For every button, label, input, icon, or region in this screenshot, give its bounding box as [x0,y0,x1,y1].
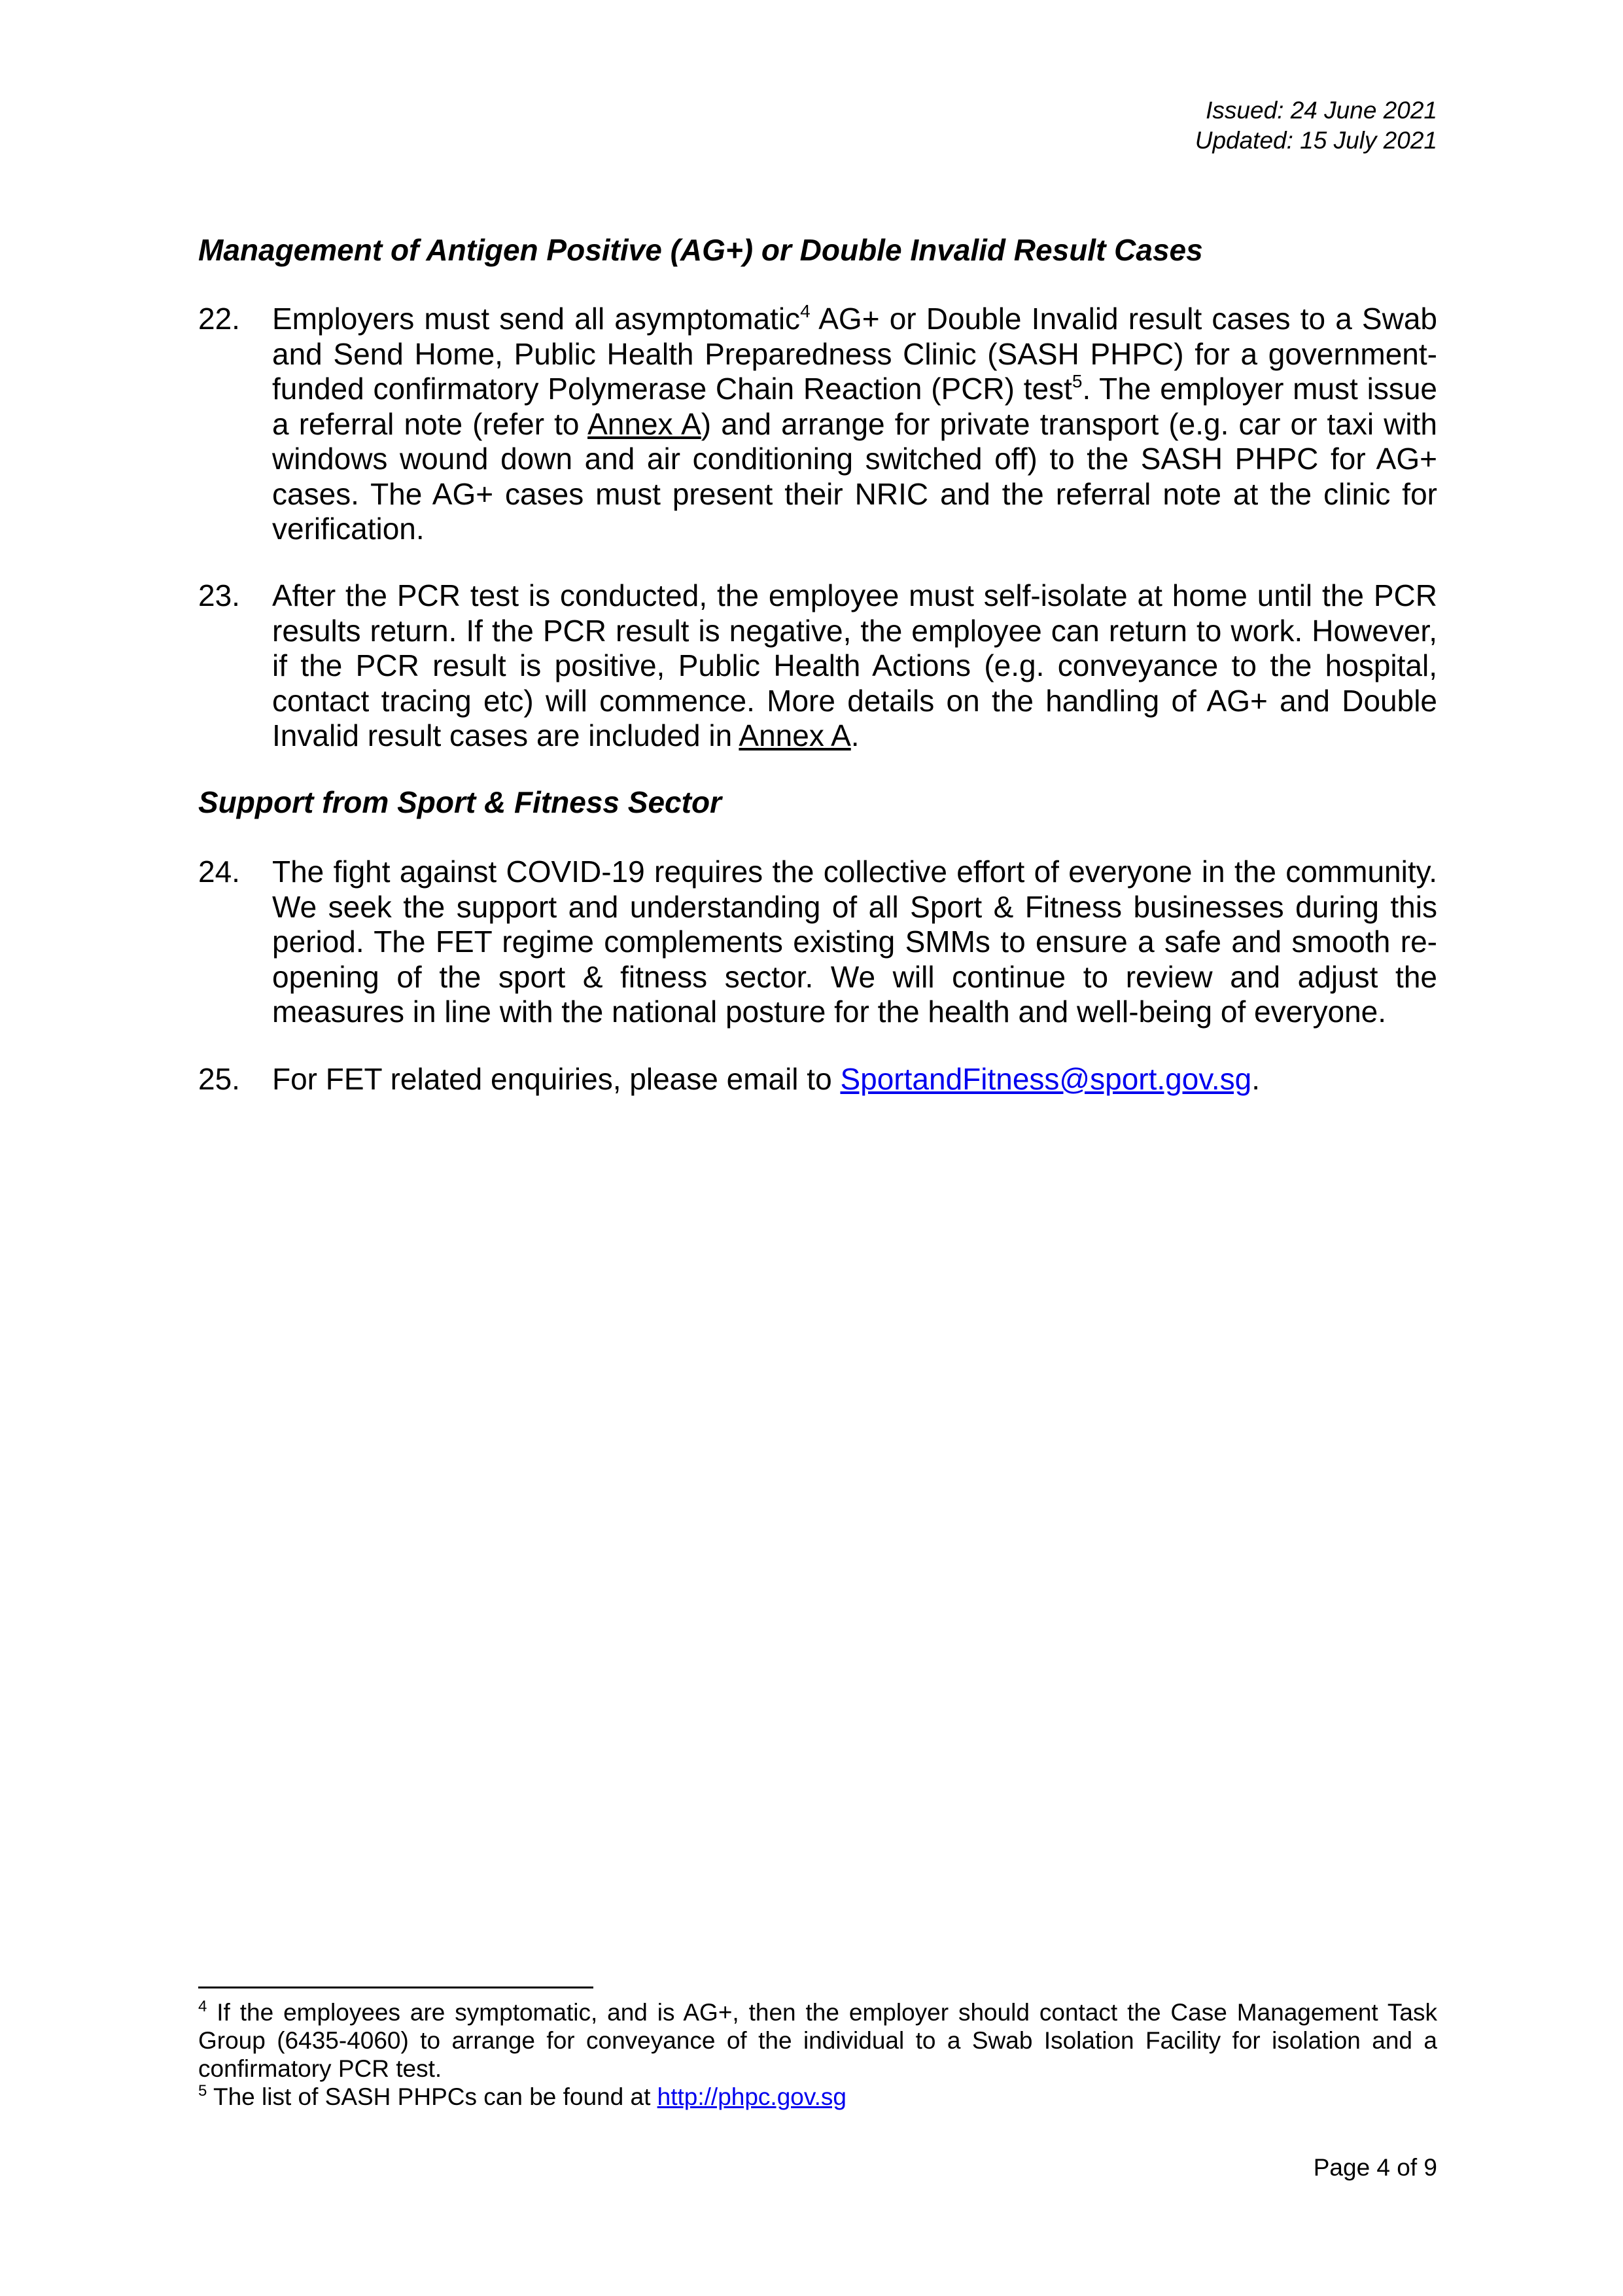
paragraph-23 [198,578,1437,754]
text-run: AG+ or Double Invalid result cases to a Swab and Send Home, Public Health Preparedness Clinic (SASH PHPC) for a government-funded confirmatory Polymerase Chain Reaction (PCR) test [272,302,1437,406]
text-run: . [850,718,860,752]
footnote-ref-5[interactable]: 5 [1072,371,1083,391]
paragraph-number: 24. [198,855,240,889]
document-header-dates [1195,96,1437,156]
text-run: After the PCR test is conducted, the employee must self-isolate at home until the PCR results return. If the PCR result is negative, the employee can return to work. However, if the PCR result is positive, Public Health Actions (e.g. conveyance to the hospital, contact tracing etc) will commence. More details on the handling of AG+ and Double Invalid result cases are included in [272,578,1437,752]
footnote-mark: 5 [198,2082,207,2100]
annex-a-link[interactable]: Annex A [587,406,701,441]
text-run: . The employer must issue a referral note (refer to [272,372,1437,441]
footnote-5 [198,2083,1437,2111]
text-run: Employers must send all asymptomatic [272,302,801,336]
footnote-separator [198,1987,593,1988]
footnote-text: If the employees are symptomatic, and is AG+, then the employer should contact the Case Management Task Group (6435-4060) to arrange for conveyance of the individual to a Swab Isolation Facility for isolation and a confirmatory PCR test. [198,1999,1437,2082]
paragraph-text [272,1062,1437,1097]
paragraph-25 [198,1062,1437,1097]
phpc-link[interactable]: http://phpc.gov.sg [657,2083,846,2110]
footnote-ref-4[interactable]: 4 [800,301,811,321]
paragraph-number: 22. [198,302,240,336]
paragraph-number: 25. [198,1062,240,1096]
text-run: . [1251,1062,1261,1096]
updated-date: Updated: 15 July 2021 [1195,127,1437,154]
footnote-text: The list of SASH PHPCs can be found at [207,2083,657,2110]
paragraph-24 [198,855,1437,1030]
paragraph-text: The fight against COVID-19 requires the collective effort of everyone in the community. We seek the support and understanding of all Sport & Fitness businesses during this period. The FET regime complements existing SMMs to ensure a safe and smooth re-opening of the sport & fitness sector. We will continue to review and adjust the measures in line with the national posture for the health and well-being of everyone. [272,855,1437,1029]
footnotes [198,1998,1437,2111]
text-run: For FET related enquiries, please email to [272,1062,841,1096]
paragraph-number: 23. [198,578,240,612]
section-heading-support: Support from Sport & Fitness Sector [198,785,722,819]
paragraph-22 [198,302,1437,547]
paragraph-text [272,578,1437,754]
section-heading-ag-management: Management of Antigen Positive (AG+) or Double Invalid Result Cases [198,233,1203,267]
issued-date: Issued: 24 June 2021 [1206,97,1437,124]
annex-a-link[interactable]: Annex A [739,718,851,752]
footnote-4 [198,1998,1437,2083]
footnote-mark: 4 [198,1998,207,2015]
text-run: ) and arrange for private transport (e.g. car or taxi with windows wound down and air conditioning switched off) to the SASH PHPC for AG+ cases. The AG+ cases must present their NRIC and the referral note at the clinic for verification. [272,406,1437,546]
paragraph-text [272,302,1437,547]
email-link[interactable]: SportandFitness@sport.gov.sg [840,1062,1252,1096]
page-number: Page 4 of 9 [1313,2154,1437,2181]
